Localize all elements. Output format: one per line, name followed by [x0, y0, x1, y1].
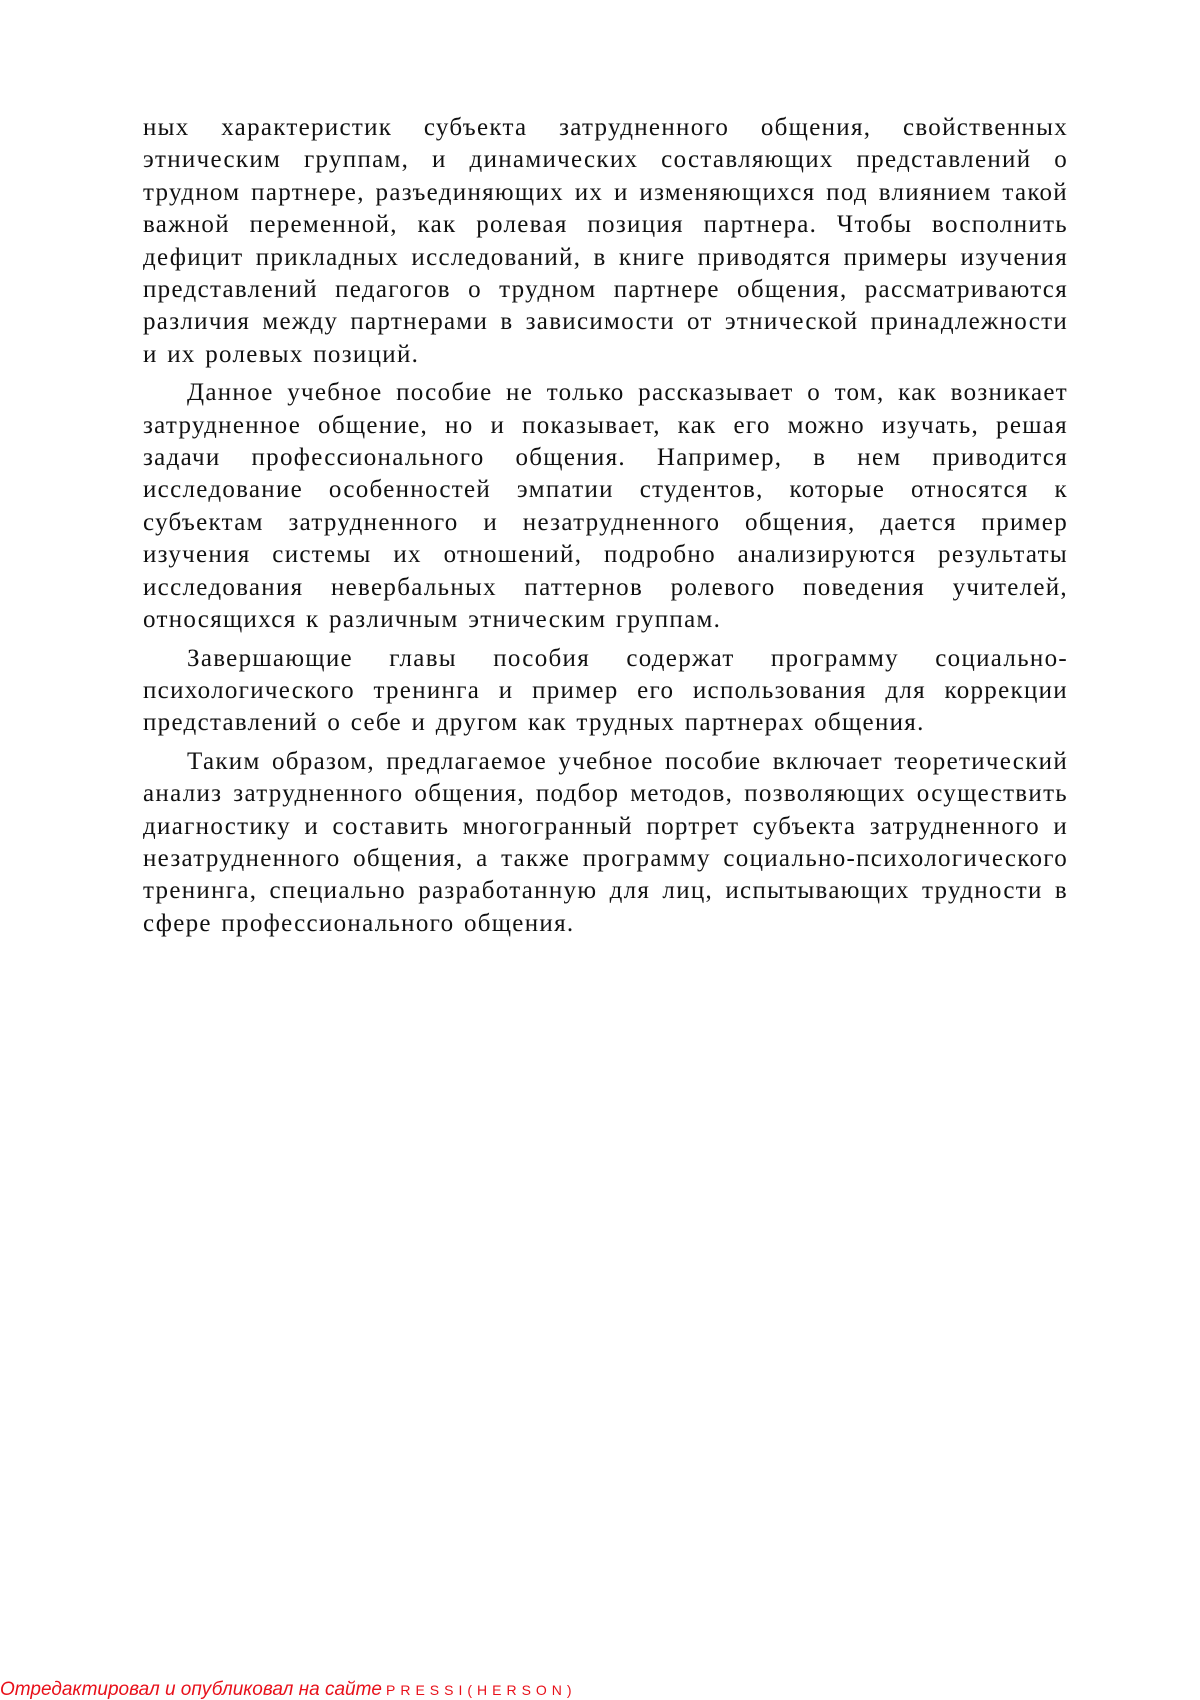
footer-site-name: PRESSI(HERSON) [386, 1682, 577, 1698]
paragraph-1: ных характеристик субъекта затрудненного общения, свойственных этническим группам, и динамических составляющих представлений о трудном партнере, разъединяющих их и изменяющихся под влиянием такой важной переменной, как ролевая позиция партнера. Чтобы восполнить дефицит прикладных исследований, в книге приводятся примеры изучения представлений педагогов о трудном партнере общения, рассматриваются различия между партнерами в зависимости от этнической принадлежности и их ролевых позиций. [143, 114, 1068, 368]
paragraph-3: Завершающие главы пособия содержат программу социально-психологического тренинга и пример его использования для коррекции представлений о себе и другом как трудных партнерах общения. [143, 644, 1068, 737]
footer-label: Отредактировал и опубликовал на сайте [0, 1679, 382, 1700]
page-body [143, 112, 1068, 946]
publisher-footer [0, 1680, 577, 1700]
paragraph-2: Данное учебное пособие не только рассказывает о том, как возникает затрудненное общение, но и показывает, как его можно изучать, решая задачи профессионального общения. Например, в нем приводится исследование особенностей эмпатии студентов, которые относятся к субъектам затрудненного и незатрудненного общения, дается пример изучения системы их отношений, подробно анализируются результаты исследования невербальных паттернов ролевого поведения учителей, относящихся к различным этническим группам. [143, 379, 1068, 634]
paragraph-4: Таким образом, предлагаемое учебное пособие включает теоретический анализ затрудненного общения, подбор методов, позволяющих осуществить диагностику и составить многогранный портрет субъекта затрудненного и незатрудненного общения, а также программу социально-психологического тренинга, специально разработанную для лиц, испытывающих трудности в сфере профессионального общения. [143, 747, 1068, 937]
